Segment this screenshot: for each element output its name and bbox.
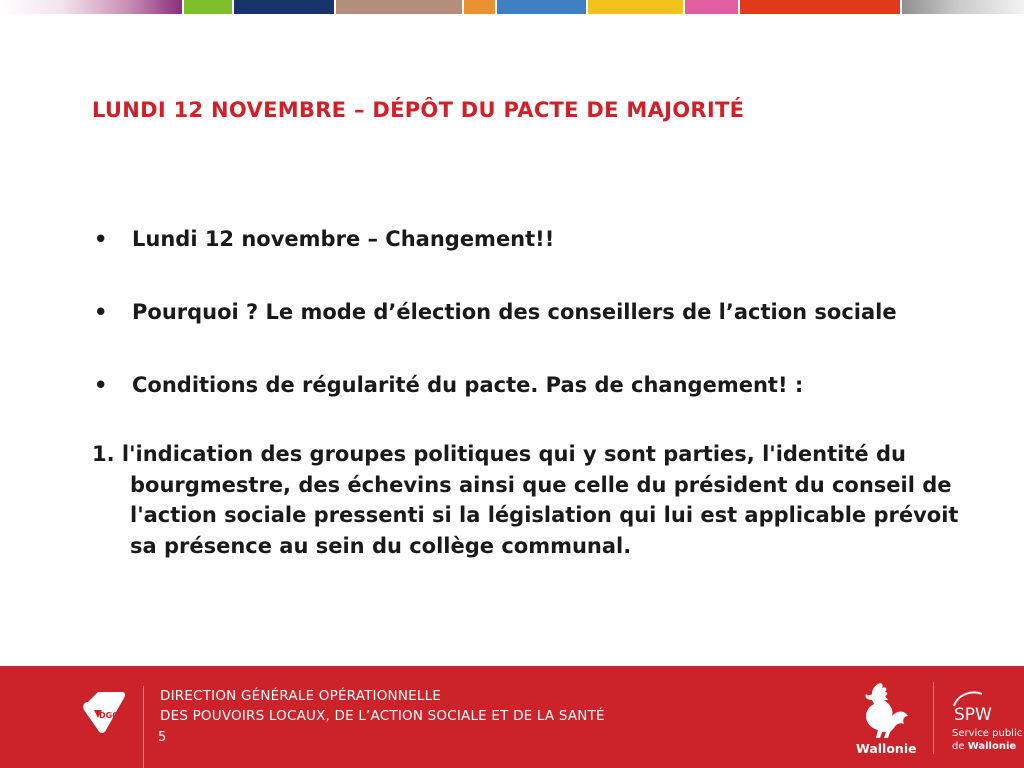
strip-segment [464, 0, 495, 14]
bullet-text: Conditions de régularité du pacte. Pas de changement! : [132, 373, 804, 397]
numbered-text: l'indication des groupes politiques qui y sont parties, l'identité du bourgmestre, des échevins ainsi que celle du président du conseil de l'action sociale pressenti si la législation qui lui est applicable prévoit sa présence au sein du collège communal. [121, 442, 959, 558]
spw-service-public: Service public [952, 728, 1023, 739]
strip-gradient-right [902, 0, 1024, 14]
strip-segment [336, 0, 462, 14]
spw-de-prefix: de [952, 741, 968, 752]
dgo5-logo-label: DGO 5 [99, 711, 128, 720]
footer-line-2: DES POUVOIRS LOCAUX, DE L’ACTION SOCIALE ET DE LA SANTÉ [160, 708, 605, 724]
bullet-marker: • [94, 227, 108, 251]
page-number: 5 [158, 730, 167, 745]
dgo5-logo-icon [80, 688, 128, 736]
strip-segment [234, 0, 334, 14]
footer-divider [143, 686, 144, 768]
spw-de-wallonie [952, 741, 1016, 752]
bullet-item [92, 297, 972, 328]
bullet-marker: • [94, 300, 108, 324]
strip-segment [740, 0, 900, 14]
spw-logo-text: SPW [954, 705, 992, 724]
footer-department [160, 686, 605, 726]
spw-wallonie-name: Wallonie [967, 741, 1017, 752]
bullet-item [92, 370, 972, 401]
footer-line-1: DIRECTION GÉNÉRALE OPÉRATIONNELLE [160, 688, 442, 704]
strip-gradient-left [0, 0, 182, 14]
wallonie-label: Wallonie [856, 741, 917, 756]
slide-content [92, 224, 972, 561]
bullet-text: Pourquoi ? Le mode d’élection des conseillers de l’action sociale [132, 300, 897, 324]
bullet-item [92, 224, 972, 255]
bullet-text: Lundi 12 novembre – Changement!! [132, 227, 555, 251]
strip-segment [497, 0, 586, 14]
numbered-marker: 1. [92, 442, 115, 466]
strip-segment [184, 0, 232, 14]
numbered-item [92, 439, 972, 561]
strip-segment [685, 0, 738, 14]
spw-logo-icon [952, 690, 1012, 724]
bullet-marker: • [94, 373, 108, 397]
slide-title: LUNDI 12 NOVEMBRE – DÉPÔT DU PACTE DE MAJORITÉ [92, 98, 745, 122]
top-color-strip [0, 0, 1024, 14]
footer-divider-right [933, 682, 934, 754]
wallonie-rooster-icon [848, 680, 912, 740]
strip-segment [588, 0, 683, 14]
